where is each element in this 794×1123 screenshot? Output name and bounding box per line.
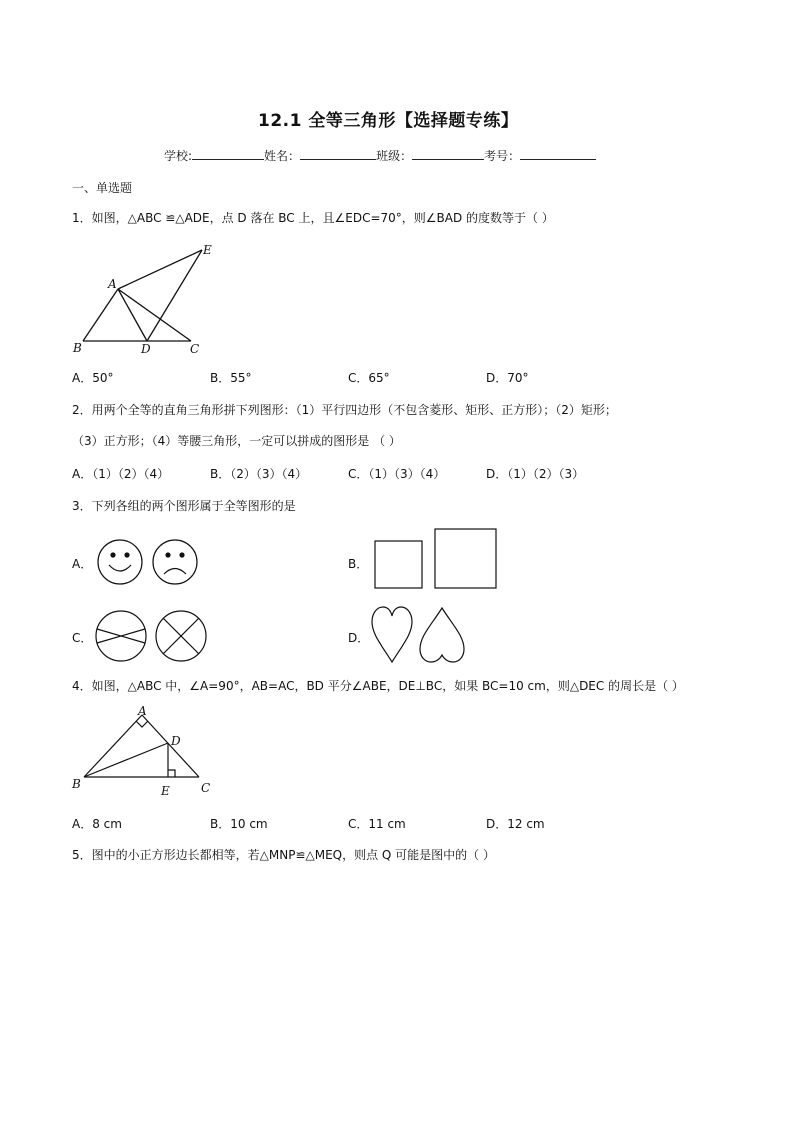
q2-option-a[interactable]: A．（1）（2）（4） [72, 467, 170, 481]
question-5-text: 5．图中的小正方形边长都相等，若△MNP≌△MEQ，则点 Q 可能是图中的（ ） [72, 848, 495, 862]
circle-with-x-icon [156, 611, 206, 661]
heart-icon [372, 607, 412, 662]
q4-label-b: B [72, 777, 81, 791]
q4-option-d[interactable]: D．12 cm [486, 817, 545, 831]
q4-label-e: E [161, 784, 170, 798]
class-blank[interactable] [412, 147, 484, 160]
large-square-icon [435, 529, 496, 588]
q3-option-d-figure [369, 604, 467, 666]
question-1-figure [68, 238, 218, 360]
q1-label-d: D [141, 342, 151, 356]
q1-option-a[interactable]: A．50° [72, 371, 114, 385]
exam-no-blank[interactable] [520, 147, 596, 160]
school-blank[interactable] [192, 147, 264, 160]
q1-option-b[interactable]: B．55° [210, 371, 252, 385]
q1-option-c[interactable]: C．65° [348, 371, 390, 385]
q3-option-b[interactable]: B． [348, 557, 369, 571]
q1-label-e: E [203, 243, 212, 257]
q4-triangle-lines [84, 715, 199, 777]
q2-option-c[interactable]: C．（1）（3）（4） [348, 467, 446, 481]
question-3-text: 3．下列各组的两个图形属于全等图形的是 [72, 499, 296, 513]
q4-label-c: C [201, 781, 211, 795]
question-1-text: 1．如图，△ABC ≌△ADE，点 D 落在 BC 上，且∠EDC=70°，则∠BAD 的度数等于（ ） [72, 211, 554, 225]
q4-option-b[interactable]: B．10 cm [210, 817, 268, 831]
smiley-face-icon [98, 540, 142, 584]
section-title: 一、单选题 [72, 181, 133, 195]
question-2-line-1: 2．用两个全等的直角三角形拼下列图形：（1）平行四边形（不包含菱形、矩形、正方形）；（2）矩形； [72, 403, 617, 417]
question-4-text: 4．如图，△ABC 中，∠A=90°，AB=AC，BD 平分∠ABE，DE⊥BC，如果 BC=10 cm，则△DEC 的周长是（ ） [72, 679, 684, 693]
q3-option-a-figure [96, 538, 202, 586]
q3-option-b-figure [372, 526, 502, 592]
q1-option-d[interactable]: D．70° [486, 371, 529, 385]
exam-no-label: 考号： [484, 149, 521, 163]
q1-triangle-lines [83, 250, 202, 341]
page-title: 12.1 全等三角形【选择题专练】 [258, 111, 519, 131]
q4-option-a[interactable]: A．8 cm [72, 817, 122, 831]
sad-face-icon [153, 540, 197, 584]
q4-label-a: A [138, 704, 147, 718]
info-line [164, 147, 596, 164]
right-angle-mark-e [168, 770, 175, 777]
q4-label-d: D [171, 734, 181, 748]
q3-option-a[interactable]: A． [72, 557, 93, 571]
class-label: 班级： [376, 149, 413, 163]
q3-option-c[interactable]: C． [72, 631, 93, 645]
name-blank[interactable] [300, 147, 376, 160]
q4-option-c[interactable]: C．11 cm [348, 817, 406, 831]
question-2-line-2: （3）正方形；（4）等腰三角形，一定可以拼成的图形是 （ ） [72, 434, 401, 448]
circle-with-flat-cross-icon [96, 611, 146, 661]
question-4-figure [68, 703, 218, 799]
q2-option-d[interactable]: D．（1）（2）（3） [486, 467, 585, 481]
inverted-heart-icon [420, 608, 464, 662]
small-square-icon [375, 541, 422, 588]
right-angle-mark-a [136, 721, 148, 727]
q3-option-d[interactable]: D． [348, 631, 370, 645]
q1-label-b: B [73, 341, 82, 355]
q3-option-c-figure [94, 609, 210, 663]
name-label: 姓名： [264, 149, 301, 163]
school-label: 学校: [164, 149, 193, 163]
q1-label-a: A [108, 277, 117, 291]
q2-option-b[interactable]: B．（2）（3）（4） [210, 467, 308, 481]
q1-label-c: C [190, 342, 200, 356]
